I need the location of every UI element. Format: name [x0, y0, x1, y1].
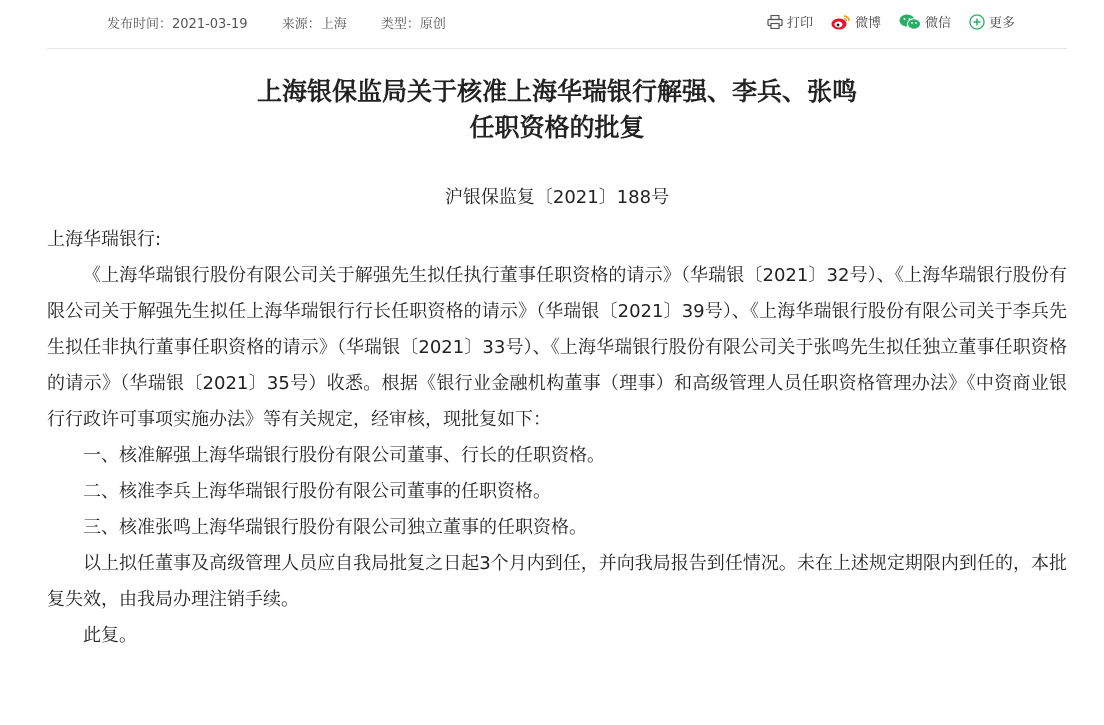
- more-label: 更多: [988, 16, 1015, 31]
- wechat-label: 微信: [924, 16, 951, 31]
- print-button[interactable]: [767, 12, 813, 31]
- weibo-icon: [831, 14, 851, 30]
- article-body: [47, 222, 1067, 654]
- addressee: 上海华瑞银行:: [47, 229, 162, 250]
- publish-time: 发布时间：2021-03-19: [107, 17, 248, 32]
- plus-circle-icon: [969, 14, 985, 30]
- article-meta: [107, 13, 476, 32]
- approval-item-3: 三、核准张鸣上海华瑞银行股份有限公司独立董事的任职资格。: [83, 517, 587, 538]
- title-line-1: 上海银保监局关于核准上海华瑞银行解强、李兵、张鸣: [256, 77, 857, 106]
- weibo-share-button[interactable]: [831, 12, 881, 31]
- sign-off: 此复。: [83, 625, 137, 646]
- intro-paragraph: 《上海华瑞银行股份有限公司关于解强先生拟任执行董事任职资格的请示》（华瑞银〔2021〕32号）、《上海华瑞银行股份有限公司关于解强先生拟任上海华瑞银行行长任职资格的请示》（华瑞银〔2021〕39号）、《上海华瑞银行股份有限公司关于李兵先生拟任非执行董事任职资格的请示》（华瑞银〔2021〕33号）、《上海华瑞银行股份有限公司关于张鸣先生拟任独立董事任职资格的请示》（华瑞银〔2021〕35号）收悉。根据《银行业金融机构董事（理事）和高级管理人员任职资格管理办法》《中资商业银行行政许可事项实施办法》等有关规定，经审核，现批复如下：: [47, 265, 1067, 430]
- more-share-button[interactable]: [969, 12, 1015, 31]
- wechat-share-button[interactable]: [899, 12, 951, 31]
- wechat-icon: [899, 14, 921, 30]
- source-label: 来源：上海: [281, 17, 347, 32]
- approval-item-2: 二、核准李兵上海华瑞银行股份有限公司董事的任职资格。: [83, 481, 551, 502]
- article-meta-bar: [47, 0, 1067, 49]
- article-title: [47, 74, 1067, 146]
- approval-item-1: 一、核准解强上海华瑞银行股份有限公司董事、行长的任职资格。: [83, 445, 605, 466]
- closing-paragraph: 以上拟任董事及高级管理人员应自我局批复之日起3个月内到任，并向我局报告到任情况。未在上述规定期限内到任的，本批复失效，由我局办理注销手续。: [47, 553, 1067, 610]
- type-label: 类型：原创: [380, 17, 446, 32]
- printer-icon: [767, 15, 783, 29]
- share-toolbar: [767, 12, 1015, 31]
- title-line-2: 任职资格的批复: [469, 113, 645, 142]
- weibo-label: 微博: [854, 16, 881, 31]
- document-number: 沪银保监复〔2021〕188号: [444, 187, 670, 208]
- print-label: 打印: [786, 16, 813, 31]
